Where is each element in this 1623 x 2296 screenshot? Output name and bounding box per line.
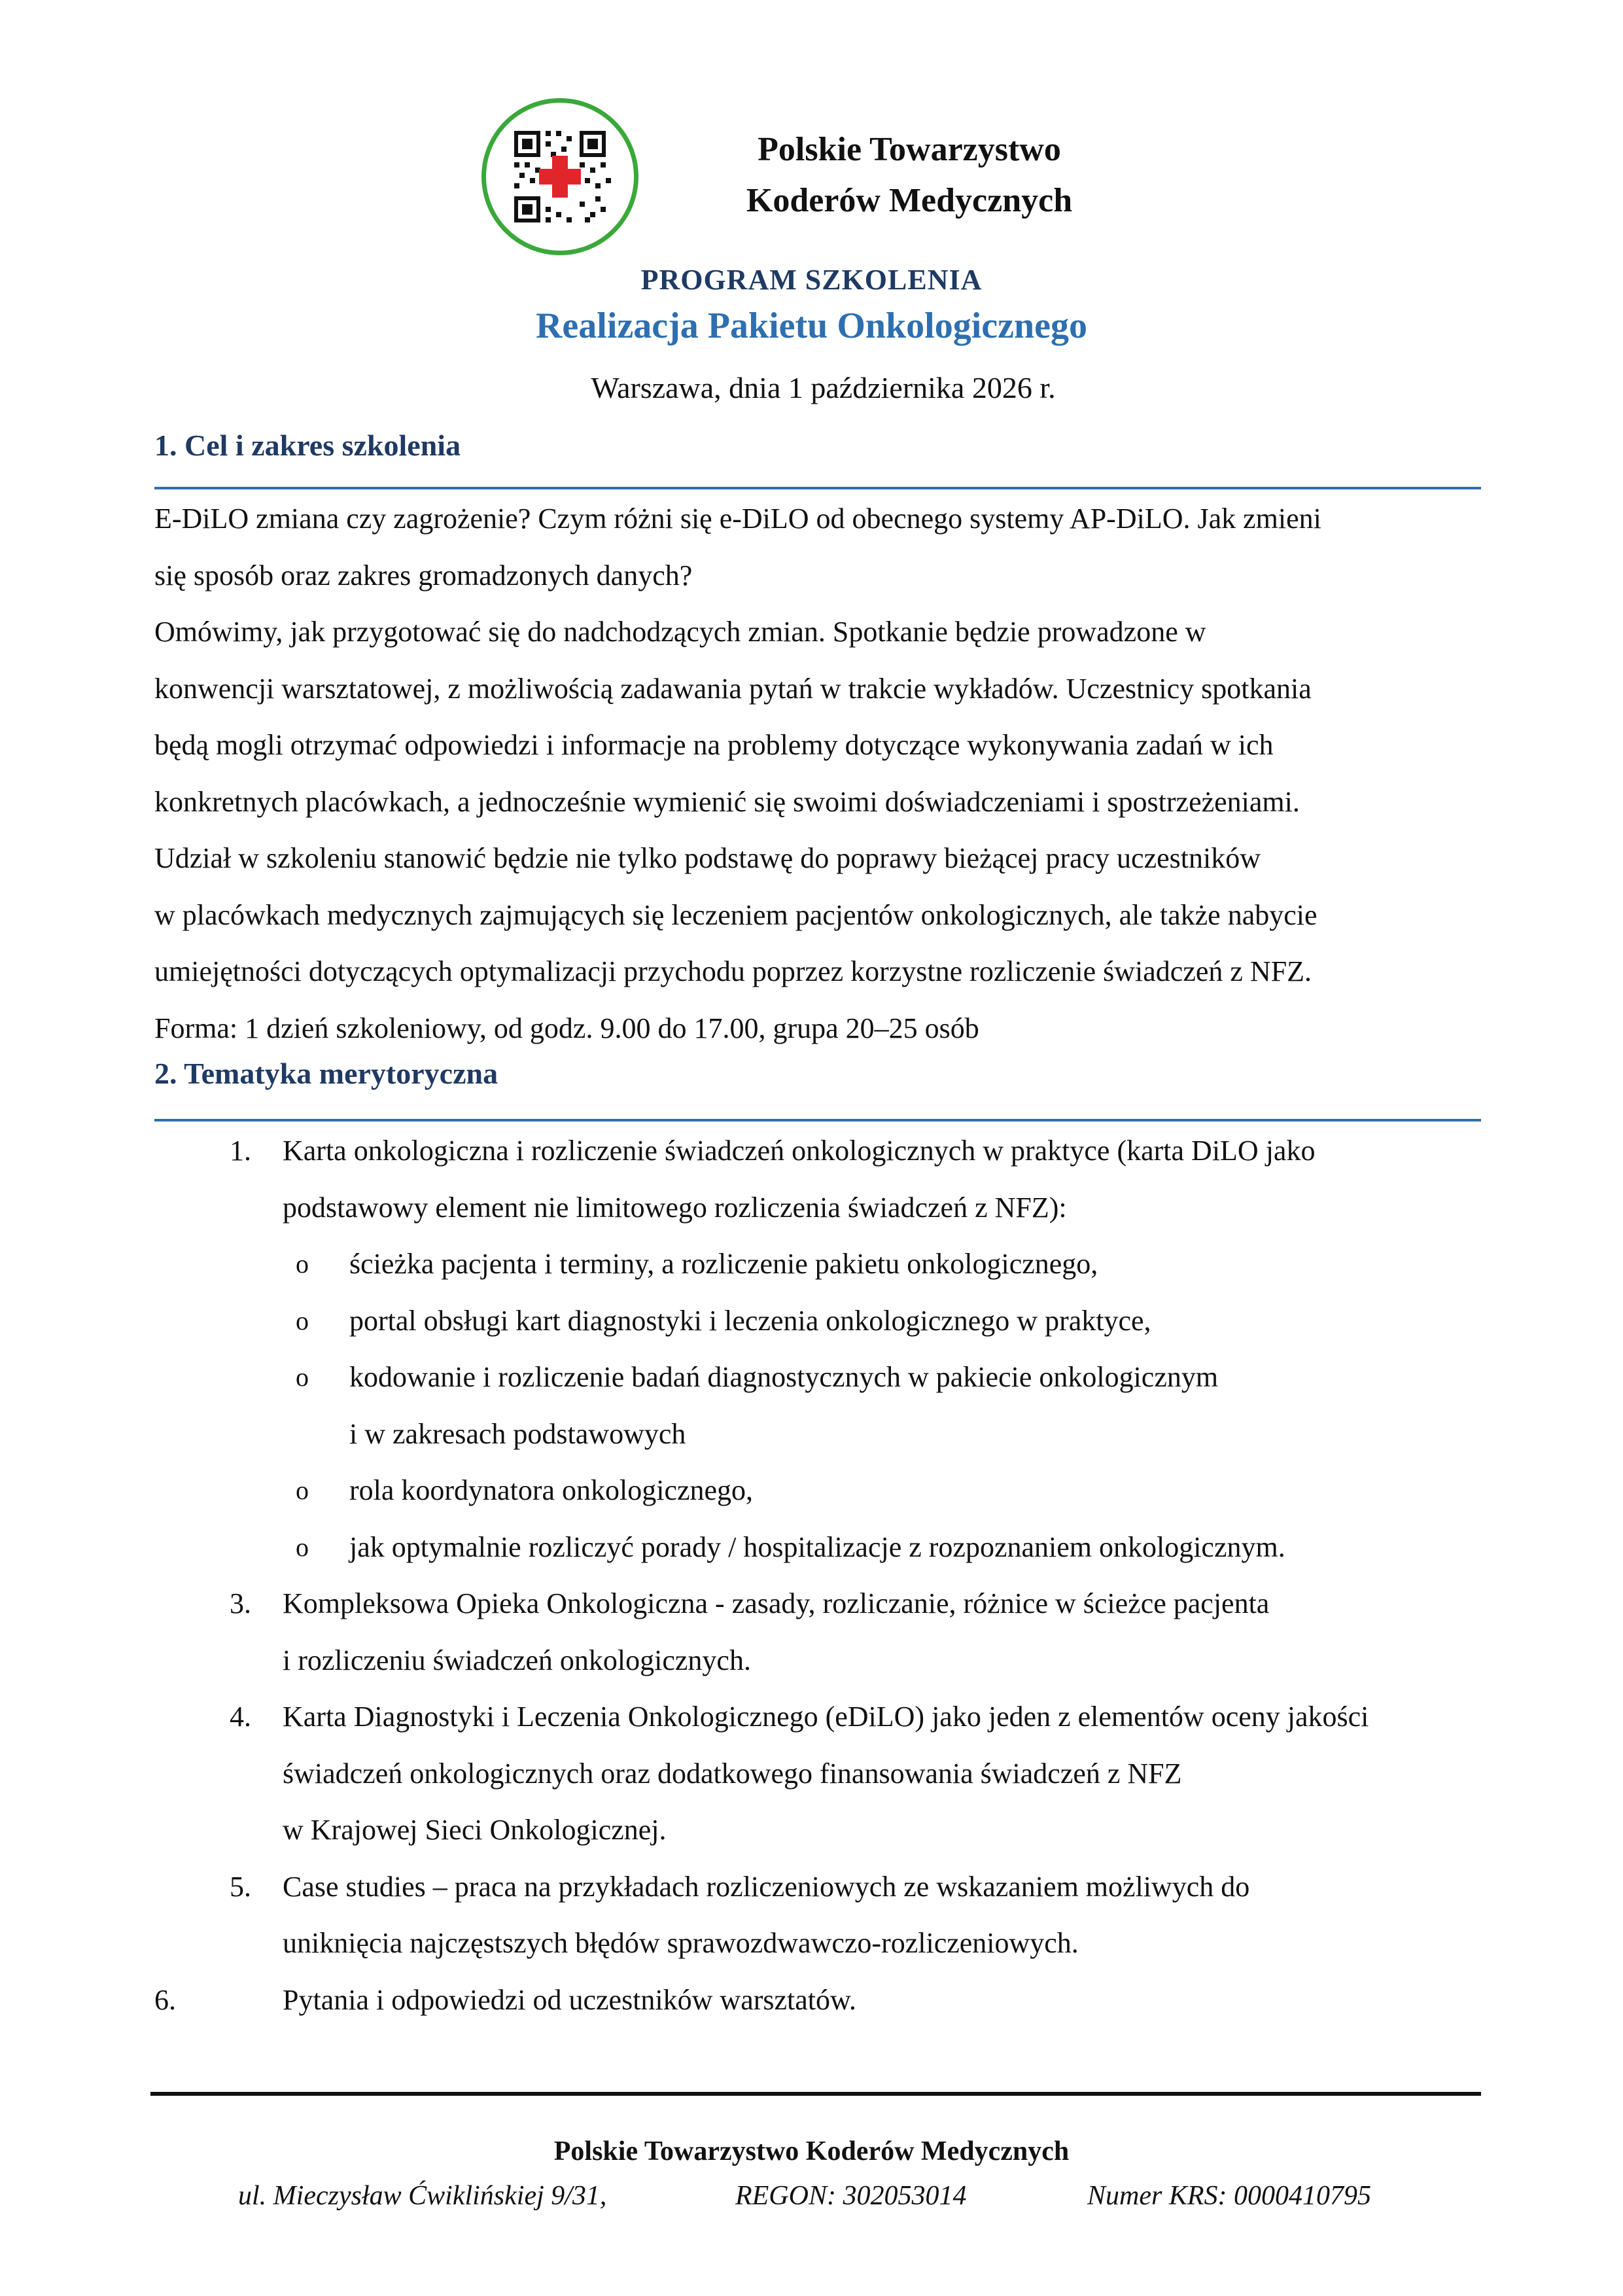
- sub-list-item-text: ścieżka pacjenta i terminy, a rozliczenie pakietu onkologicznego,: [349, 1248, 1098, 1280]
- list-item-text: Karta onkologiczna i rozliczenie świadczeń onkologicznych w praktyce (karta DiLO jako: [283, 1135, 1316, 1167]
- list-item-text: i rozliczeniu świadczeń onkologicznych.: [283, 1644, 751, 1676]
- list-item: [154, 1859, 1502, 1916]
- section1-divider: [154, 487, 1481, 489]
- list-item-continuation: [154, 1633, 1502, 1689]
- sub-list-item-text: rola koordynatora onkologicznego,: [349, 1474, 754, 1506]
- list-item-number: 6.: [154, 1983, 176, 2016]
- bullet-icon: o: [296, 1532, 309, 1562]
- list-item-text: Kompleksowa Opieka Onkologiczna - zasady, rozliczanie, różnice w ścieżce pacjenta: [283, 1587, 1270, 1619]
- list-item-text: świadczeń onkologicznych oraz dodatkowego finansowania świadczeń z NFZ: [283, 1757, 1182, 1790]
- list-item-number: 3.: [230, 1587, 251, 1619]
- bullet-icon: o: [296, 1475, 309, 1505]
- footer-krs: Numer KRS: 0000410795: [1087, 2181, 1371, 2211]
- section1-heading: 1. Cel i zakres szkolenia: [154, 429, 461, 462]
- organization-name-line1: Polskie Towarzystwo: [758, 131, 1061, 168]
- body-line: konwencji warsztatowej, z możliwością zadawania pytań w trakcie wykładów. Uczestnicy spotkania: [154, 672, 1312, 705]
- footer-regon: REGON: 302053014: [735, 2181, 967, 2211]
- sub-list-item: [154, 1349, 1502, 1406]
- organization-name-line2: Koderów Medycznych: [746, 182, 1073, 219]
- body-line: będą mogli otrzymać odpowiedzi i informacje na problemy dotyczące wykonywania zadań w ich: [154, 729, 1274, 761]
- list-item-continuation: [154, 1180, 1502, 1237]
- footer-address: ul. Mieczysław Ćwiklińskiej 9/31,: [238, 2181, 607, 2211]
- list-item-text: Pytania i odpowiedzi od uczestników warsztatów.: [283, 1983, 856, 2016]
- list-item-text: w Krajowej Sieci Onkologicznej.: [283, 1814, 667, 1846]
- sub-list-item: [154, 1236, 1502, 1293]
- list-item: [154, 1576, 1502, 1633]
- organization-name: [687, 124, 1132, 226]
- section1-body: [154, 491, 1502, 1057]
- section2-divider: [154, 1119, 1481, 1122]
- list-item-text: uniknięcia najczęstszych błędów sprawozdwawczo-rozliczeniowych.: [283, 1927, 1079, 1959]
- body-line: Omówimy, jak przygotować się do nadchodzących zmian. Spotkanie będzie prowadzone w: [154, 616, 1206, 648]
- list-item: [154, 1123, 1502, 1180]
- program-label: PROGRAM SZKOLENIA: [640, 264, 983, 296]
- bullet-icon: o: [296, 1305, 309, 1335]
- body-line: Udział w szkoleniu stanowić będzie nie tylko podstawę do poprawy bieżącej pracy uczestników: [154, 842, 1261, 874]
- topics-list: [154, 1123, 1502, 2028]
- list-item-continuation: [154, 1915, 1502, 1972]
- qr-code-logo-icon: [481, 98, 638, 255]
- bullet-icon: o: [296, 1249, 309, 1279]
- list-item-text: podstawowy element nie limitowego rozliczenia świadczeń z NFZ):: [283, 1191, 1067, 1224]
- body-line: konkretnych placówkach, a jednocześnie wymienić się swoimi doświadczeniami i spostrzeżeniami.: [154, 785, 1300, 818]
- list-item-number: 1.: [230, 1135, 251, 1167]
- list-item-text: Karta Diagnostyki i Leczenia Onkologicznego (eDiLO) jako jeden z elementów oceny jakości: [283, 1701, 1369, 1733]
- sub-list-item: [154, 1462, 1502, 1519]
- sub-list-item-text: kodowanie i rozliczenie badań diagnostycznych w pakiecie onkologicznym: [349, 1361, 1219, 1393]
- body-line: się sposób oraz zakres gromadzonych danych?: [154, 559, 693, 592]
- sub-list-item: [154, 1519, 1502, 1576]
- footer-divider: [150, 2092, 1481, 2096]
- list-item-text: Case studies – praca na przykładach rozliczeniowych ze wskazaniem możliwych do: [283, 1870, 1250, 1903]
- sub-list-item-text: portal obsługi kart diagnostyki i leczenia onkologicznego w praktyce,: [349, 1304, 1151, 1337]
- sub-list-item-text: jak optymalnie rozliczyć porady / hospitalizacje z rozpoznaniem onkologicznym.: [349, 1530, 1285, 1563]
- course-title: Realizacja Pakietu Onkologicznego: [535, 306, 1087, 346]
- sub-list-item-continuation: [154, 1406, 1502, 1463]
- sub-list-item-text: i w zakresach podstawowych: [349, 1417, 686, 1450]
- sub-list-item: [154, 1293, 1502, 1350]
- list-item-number: 5.: [230, 1870, 251, 1903]
- list-item-continuation: [154, 1802, 1502, 1859]
- body-line: umiejętności dotyczących optymalizacji przychodu poprzez korzystne rozliczenie świadczeń z NFZ.: [154, 955, 1312, 987]
- list-item-number: 4.: [230, 1701, 251, 1733]
- body-line: w placówkach medycznych zajmujących się leczeniem pacjentów onkologicznych, ale także nabycie: [154, 898, 1318, 931]
- body-line: Forma: 1 dzień szkoleniowy, od godz. 9.00 do 17.00, grupa 20–25 osób: [154, 1012, 979, 1044]
- body-line: E-DiLO zmiana czy zagrożenie? Czym różni się e-DiLO od obecnego systemy AP-DiLO. Jak zmieni: [154, 503, 1321, 535]
- list-item-continuation: [154, 1746, 1502, 1803]
- bullet-icon: o: [296, 1362, 309, 1392]
- list-item: [154, 1689, 1502, 1746]
- section2-heading: 2. Tematyka merytoryczna: [154, 1057, 498, 1090]
- footer-organization-name: Polskie Towarzystwo Koderów Medycznych: [553, 2136, 1070, 2166]
- list-item: [154, 1972, 1502, 2029]
- date-line: Warszawa, dnia 1 października 2026 r.: [591, 371, 1056, 404]
